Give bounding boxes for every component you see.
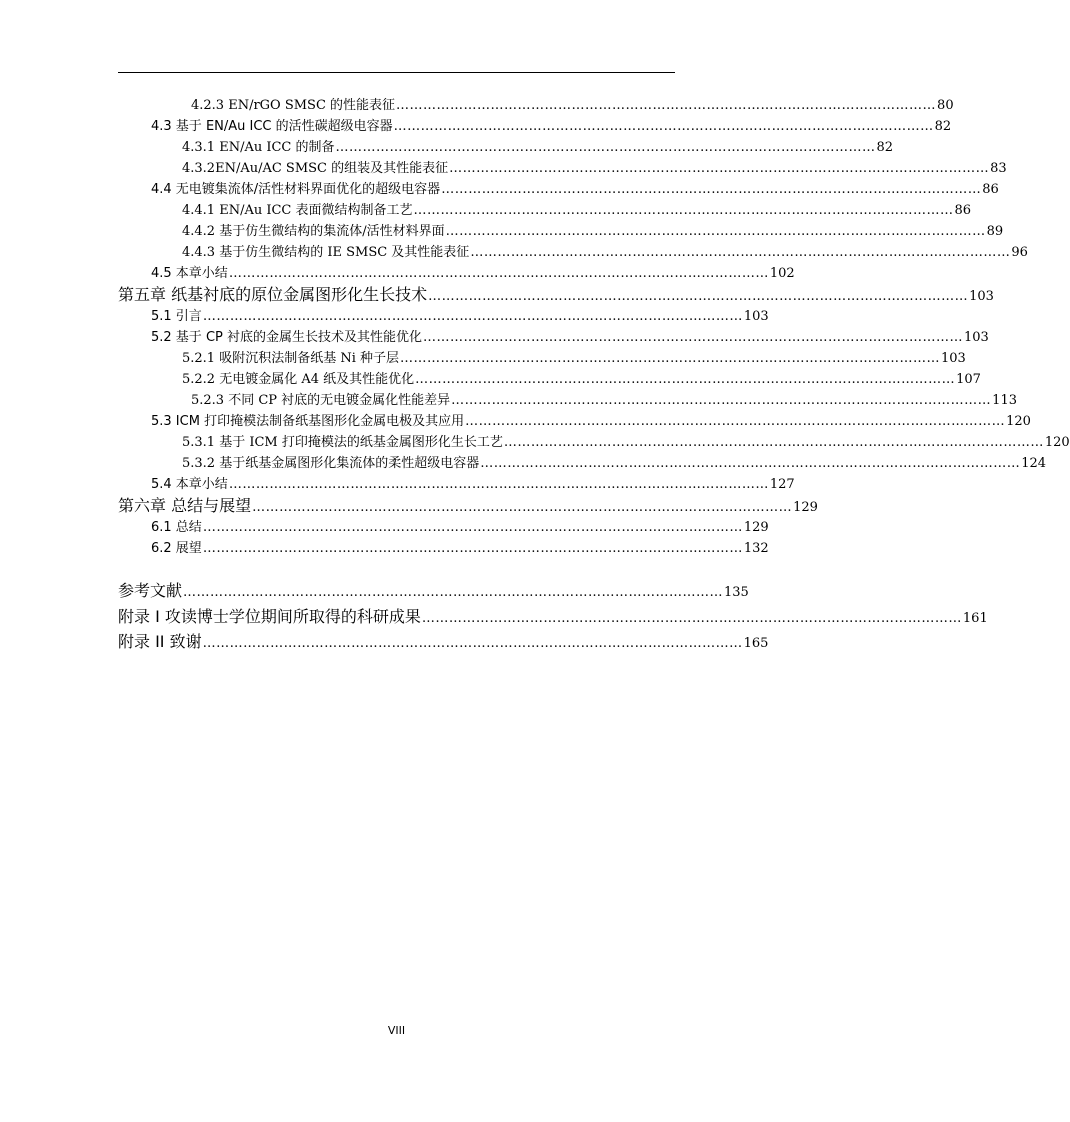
toc-entry-5-4[interactable] (151, 475, 795, 495)
toc-entry-page: 135 (724, 585, 749, 600)
toc-entry-page: 165 (743, 636, 769, 651)
toc-entry-page: 103 (964, 330, 989, 345)
toc-entry-label: 5.2.1 吸附沉积法制备纸基 Ni 种子层 (182, 351, 400, 366)
toc-entry-4-4-3[interactable] (182, 243, 1028, 263)
toc-entry-label: 附录 II 致谢 (118, 632, 202, 651)
toc-leader-dots: ………………………………………………………………………………………………………… (202, 636, 743, 651)
toc-leader-dots: ………………………………………………………………………………………………………… (470, 245, 1011, 260)
toc-entry-4-4-2[interactable] (182, 222, 1004, 242)
toc-entry-5-3-1[interactable] (182, 433, 1070, 453)
toc-entry-label: 第五章 纸基衬底的原位金属图形化生长技术 (118, 285, 428, 304)
toc-entry-label: 4.2.3 EN/rGO SMSC 的性能表征 (191, 98, 396, 113)
toc-entry-5-2-1[interactable] (182, 349, 966, 369)
toc-entry-label: 5.2.2 无电镀金属化 A4 纸及其性能优化 (182, 372, 415, 387)
toc-entry-page: 107 (956, 372, 981, 387)
toc-entry-5-1[interactable] (151, 307, 769, 327)
toc-entry-4-3[interactable] (151, 117, 952, 137)
toc-entry-page: 127 (769, 477, 795, 492)
toc-entry-label: 6.2 展望 (151, 541, 202, 556)
toc-entry-5-2-2[interactable] (182, 370, 981, 390)
toc-entry-label: 5.1 引言 (151, 309, 202, 324)
toc-entry-page: 120 (1006, 414, 1031, 429)
toc-leader-dots: ………………………………………………………………………………………………………… (396, 98, 937, 113)
toc-entry-label: 6.1 总结 (151, 520, 202, 535)
toc-leader-dots: ………………………………………………………………………………………………………… (428, 289, 969, 304)
toc-entry-page: 102 (769, 266, 795, 281)
toc-entry-page: 103 (969, 289, 994, 304)
toc-leader-dots: ………………………………………………………………………………………………………… (183, 585, 724, 600)
toc-leader-dots: ………………………………………………………………………………………………………… (228, 266, 769, 281)
toc-leader-dots: ………………………………………………………………………………………………………… (335, 140, 876, 155)
toc-entry-page: 120 (1044, 435, 1070, 450)
toc-leader-dots: ………………………………………………………………………………………………………… (441, 182, 982, 197)
toc-entry-chapter-6[interactable] (118, 496, 818, 516)
toc-leader-dots: ………………………………………………………………………………………………………… (252, 500, 793, 515)
toc-leader-dots: ………………………………………………………………………………………………………… (228, 477, 769, 492)
toc-leader-dots: ………………………………………………………………………………………………………… (480, 456, 1021, 471)
toc-entry-4-4-1[interactable] (182, 201, 972, 221)
toc-entry-label: 第六章 总结与展望 (118, 496, 252, 515)
toc-entry-page: 124 (1021, 456, 1047, 471)
toc-entry-chapter-5[interactable] (118, 285, 994, 305)
toc-entry-label: 5.2.3 不同 CP 衬底的无电镀金属化性能差异 (191, 393, 451, 408)
toc-leader-dots: ………………………………………………………………………………………………………… (445, 224, 986, 239)
toc-entry-appendix-1[interactable] (118, 607, 988, 627)
toc-entry-5-2-3[interactable] (191, 391, 1017, 411)
toc-entry-4-3-2[interactable] (182, 159, 1007, 179)
toc-entry-page: 82 (876, 140, 894, 155)
toc-entry-appendix-2[interactable] (118, 632, 769, 652)
toc-entry-4-4[interactable] (151, 180, 999, 200)
toc-entry-label: 5.2 基于 CP 衬底的金属生长技术及其性能优化 (151, 330, 422, 345)
toc-leader-dots: ………………………………………………………………………………………………………… (202, 520, 743, 535)
toc-entry-label: 4.4.1 EN/Au ICC 表面微结构制备工艺 (182, 203, 413, 218)
toc-entry-label: 4.5 本章小结 (151, 266, 228, 281)
toc-entry-page: 86 (954, 203, 972, 218)
toc-entry-page: 82 (934, 119, 952, 134)
toc-entry-label: 4.4.3 基于仿生微结构的 IE SMSC 及其性能表征 (182, 245, 470, 260)
toc-leader-dots: ………………………………………………………………………………………………………… (400, 351, 941, 366)
toc-entry-page: 103 (941, 351, 966, 366)
toc-leader-dots: ………………………………………………………………………………………………………… (449, 161, 990, 176)
toc-entry-page: 96 (1011, 245, 1028, 260)
toc-leader-dots: ………………………………………………………………………………………………………… (465, 414, 1006, 429)
toc-entry-label: 5.3.2 基于纸基金属图形化集流体的柔性超级电容器 (182, 456, 480, 471)
toc-entry-5-3[interactable] (151, 412, 1031, 432)
toc-entry-page: 161 (962, 611, 988, 626)
header-rule (118, 72, 675, 73)
toc-entry-label: 4.3.2EN/Au/AC SMSC 的组装及其性能表征 (182, 161, 449, 176)
toc-entry-5-2[interactable] (151, 328, 989, 348)
toc-leader-dots: ………………………………………………………………………………………………………… (423, 330, 963, 345)
toc-leader-dots: ………………………………………………………………………………………………………… (202, 541, 743, 556)
toc-leader-dots: ………………………………………………………………………………………………………… (421, 611, 962, 626)
toc-entry-label: 4.3.1 EN/Au ICC 的制备 (182, 140, 335, 155)
toc-entry-5-3-2[interactable] (182, 454, 1047, 474)
toc-entry-4-2-3[interactable] (191, 96, 954, 116)
toc-entry-page: 80 (937, 98, 954, 113)
toc-entry-6-1[interactable] (151, 518, 769, 538)
toc-leader-dots: ………………………………………………………………………………………………………… (393, 119, 934, 134)
toc-entry-page: 86 (982, 182, 999, 197)
toc-entry-label: 附录 I 攻读博士学位期间所取得的科研成果 (118, 607, 421, 626)
toc-entry-page: 103 (743, 309, 769, 324)
toc-leader-dots: ………………………………………………………………………………………………………… (503, 435, 1044, 450)
toc-entry-page: 129 (743, 520, 769, 535)
toc-entry-label: 4.4 无电镀集流体/活性材料界面优化的超级电容器 (151, 182, 441, 197)
toc-entry-label: 5.4 本章小结 (151, 477, 228, 492)
toc-entry-label: 参考文献 (118, 581, 183, 600)
toc-entry-page: 83 (990, 161, 1007, 176)
toc-entry-label: 5.3.1 基于 ICM 打印掩模法的纸基金属图形化生长工艺 (182, 435, 503, 450)
toc-entry-4-3-1[interactable] (182, 138, 894, 158)
toc-entry-page: 129 (793, 500, 818, 515)
toc-leader-dots: ………………………………………………………………………………………………………… (202, 309, 743, 324)
toc-entry-page: 132 (743, 541, 769, 556)
toc-entry-page: 89 (986, 224, 1004, 239)
toc-leader-dots: ………………………………………………………………………………………………………… (451, 393, 992, 408)
page-number: VIII (387, 1024, 406, 1037)
toc-entry-label: 5.3 ICM 打印掩模法制备纸基图形化金属电极及其应用 (151, 414, 465, 429)
toc-entry-6-2[interactable] (151, 539, 769, 559)
toc-entry-label: 4.3 基于 EN/Au ICC 的活性碳超级电容器 (151, 119, 393, 134)
toc-entry-page: 113 (992, 393, 1017, 408)
toc-leader-dots: ………………………………………………………………………………………………………… (413, 203, 954, 218)
toc-leader-dots: ………………………………………………………………………………………………………… (415, 372, 956, 387)
toc-entry-references[interactable] (118, 581, 749, 601)
toc-entry-label: 4.4.2 基于仿生微结构的集流体/活性材料界面 (182, 224, 445, 239)
toc-entry-4-5[interactable] (151, 264, 795, 284)
